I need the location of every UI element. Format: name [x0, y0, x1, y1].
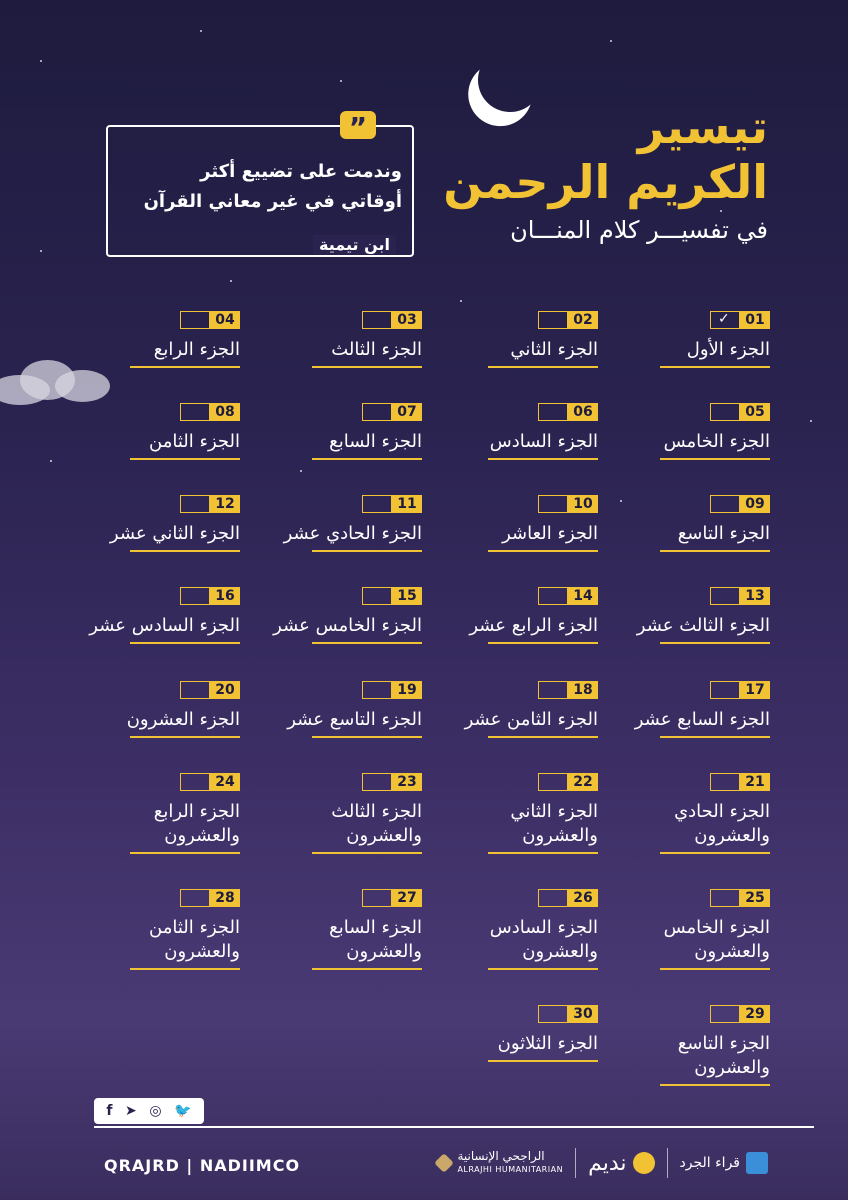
part-badge	[610, 1004, 770, 1024]
part-underline	[660, 458, 770, 460]
part-checkbox[interactable]	[710, 587, 740, 605]
part-checkbox[interactable]	[362, 681, 392, 699]
part-label: الجزء السابع عشر	[634, 709, 770, 730]
part-label: الجزء الخامس والعشرون	[663, 917, 770, 962]
part-badge	[438, 402, 598, 422]
part-item[interactable]	[80, 402, 240, 460]
part-item[interactable]	[262, 680, 422, 738]
part-underline	[660, 550, 770, 552]
part-checkbox[interactable]	[710, 681, 740, 699]
part-number: 25	[740, 889, 770, 907]
part-checkbox[interactable]	[538, 495, 568, 513]
part-label: الجزء الثامن عشر	[464, 709, 598, 730]
part-checkbox[interactable]	[362, 495, 392, 513]
part-underline	[488, 852, 598, 854]
part-underline	[130, 550, 240, 552]
part-item[interactable]	[262, 888, 422, 970]
part-badge	[610, 888, 770, 908]
part-checkbox[interactable]	[180, 587, 210, 605]
part-item[interactable]	[80, 586, 240, 644]
part-number: 23	[392, 773, 422, 791]
part-underline	[488, 458, 598, 460]
part-underline	[660, 968, 770, 970]
logo-separator	[667, 1148, 668, 1178]
part-number: 10	[568, 495, 598, 513]
quote-line2: أوقاتي في غير معاني القرآن	[143, 191, 402, 212]
part-checkbox[interactable]	[362, 889, 392, 907]
part-underline	[130, 642, 240, 644]
part-underline	[130, 968, 240, 970]
quote-mark-icon: ”	[340, 111, 376, 139]
part-number: 06	[568, 403, 598, 421]
rajhi-en: ALRAJHI HUMANITARIAN	[457, 1165, 564, 1174]
part-label: الجزء الثاني	[510, 339, 598, 360]
part-underline	[130, 852, 240, 854]
part-item[interactable]	[80, 494, 240, 552]
part-badge	[610, 680, 770, 700]
logo-separator	[575, 1148, 576, 1178]
part-number: 09	[740, 495, 770, 513]
part-badge	[610, 310, 770, 330]
quote-author: ابن تيمية	[313, 235, 396, 254]
part-item[interactable]	[80, 888, 240, 970]
part-label: الجزء الثامن	[149, 431, 240, 452]
part-item[interactable]	[610, 1004, 770, 1086]
part-item[interactable]	[262, 494, 422, 552]
quote-box	[106, 111, 414, 257]
twitter-icon[interactable]: 🐦	[174, 1103, 192, 1119]
part-checkbox[interactable]	[180, 681, 210, 699]
part-checkbox[interactable]	[362, 773, 392, 791]
part-label: الجزء السادس	[489, 431, 598, 452]
part-number: 22	[568, 773, 598, 791]
part-badge	[438, 1004, 598, 1024]
part-label: الجزء الثلاثون	[497, 1033, 598, 1054]
part-underline	[660, 642, 770, 644]
part-badge	[610, 772, 770, 792]
part-underline	[660, 1084, 770, 1086]
rajhi-ar: الراجحي الإنسانية	[457, 1149, 545, 1163]
part-checkbox[interactable]	[362, 403, 392, 421]
part-item[interactable]	[610, 310, 770, 368]
part-badge	[262, 310, 422, 330]
part-number: 30	[568, 1005, 598, 1023]
quote-text	[112, 157, 402, 217]
part-label: الجزء الرابع والعشرون	[153, 801, 240, 846]
rajhi-mark-icon	[435, 1153, 455, 1173]
part-label: الجزء الحادي عشر	[283, 523, 422, 544]
part-item[interactable]	[262, 772, 422, 854]
part-checkbox[interactable]	[538, 681, 568, 699]
rajhi-text	[457, 1149, 563, 1177]
part-underline	[488, 1060, 598, 1062]
part-badge	[262, 402, 422, 422]
part-item[interactable]	[610, 888, 770, 970]
part-underline	[312, 852, 422, 854]
part-item[interactable]	[438, 402, 598, 460]
part-item[interactable]	[438, 680, 598, 738]
quote-line1: وندمت على تضييع أكثر	[200, 161, 402, 182]
footer-divider	[94, 1126, 814, 1128]
part-label: الجزء الأول	[686, 339, 770, 360]
part-number: 24	[210, 773, 240, 791]
part-badge	[80, 680, 240, 700]
part-checkbox[interactable]	[180, 403, 210, 421]
part-number: 17	[740, 681, 770, 699]
logo-qurra	[680, 1152, 769, 1174]
part-label: الجزء الثاني والعشرون	[510, 801, 598, 846]
part-number: 16	[210, 587, 240, 605]
part-item[interactable]	[438, 310, 598, 368]
part-badge	[262, 494, 422, 514]
part-checkbox[interactable]	[362, 587, 392, 605]
part-underline	[660, 852, 770, 854]
part-label: الجزء السابع والعشرون	[329, 917, 422, 962]
part-badge	[262, 680, 422, 700]
part-label: الجزء الثامن والعشرون	[149, 917, 240, 962]
partner-logos	[437, 1148, 768, 1178]
part-badge	[262, 888, 422, 908]
part-underline	[312, 458, 422, 460]
part-item[interactable]	[438, 586, 598, 644]
part-item[interactable]	[438, 494, 598, 552]
part-item[interactable]	[438, 772, 598, 854]
part-label: الجزء الثالث عشر	[636, 615, 770, 636]
part-number: 02	[568, 311, 598, 329]
part-checkbox[interactable]	[710, 1005, 740, 1023]
social-handles: QRAJRD | NADIIMCO	[104, 1156, 301, 1175]
part-label: الجزء الثالث والعشرون	[331, 801, 422, 846]
part-checkbox[interactable]	[362, 311, 392, 329]
part-underline	[130, 458, 240, 460]
part-number: 20	[210, 681, 240, 699]
part-item[interactable]	[610, 586, 770, 644]
part-item[interactable]	[438, 1004, 598, 1062]
part-label: الجزء العشرون	[126, 709, 240, 730]
part-badge	[438, 680, 598, 700]
title-block	[443, 100, 768, 244]
part-label: الجزء الخامس عشر	[273, 615, 422, 636]
title-line1: تيسير	[637, 100, 768, 154]
part-number: 15	[392, 587, 422, 605]
part-underline	[130, 736, 240, 738]
part-item[interactable]	[80, 680, 240, 738]
part-badge	[80, 310, 240, 330]
part-checkbox[interactable]	[710, 773, 740, 791]
logo-nadeem-text: نديم	[588, 1150, 627, 1176]
part-number: 28	[210, 889, 240, 907]
part-label: الجزء التاسع	[677, 523, 770, 544]
part-checkbox[interactable]	[538, 1005, 568, 1023]
part-label: الجزء الرابع	[153, 339, 240, 360]
part-number: 11	[392, 495, 422, 513]
nadeem-mark-icon	[633, 1152, 655, 1174]
facebook-icon[interactable]: f	[106, 1103, 113, 1119]
part-badge	[438, 586, 598, 606]
part-label: الجزء الثاني عشر	[109, 523, 240, 544]
part-checkbox[interactable]	[710, 311, 740, 329]
part-number: 05	[740, 403, 770, 421]
part-badge	[610, 586, 770, 606]
part-badge	[80, 888, 240, 908]
part-checkbox[interactable]	[180, 495, 210, 513]
part-checkbox[interactable]	[538, 311, 568, 329]
part-badge	[610, 402, 770, 422]
part-number: 27	[392, 889, 422, 907]
part-underline	[488, 736, 598, 738]
part-item[interactable]	[610, 494, 770, 552]
part-underline	[488, 968, 598, 970]
part-underline	[312, 736, 422, 738]
part-checkbox[interactable]	[538, 889, 568, 907]
subtitle: في تفسيـــر كلام المنـــان	[510, 216, 768, 244]
part-checkbox[interactable]	[180, 889, 210, 907]
part-badge	[438, 310, 598, 330]
part-underline	[130, 366, 240, 368]
part-number: 29	[740, 1005, 770, 1023]
title-line2: الكريم الرحمن	[443, 155, 768, 209]
telegram-icon[interactable]: ➤	[125, 1103, 137, 1119]
part-item[interactable]	[610, 772, 770, 854]
part-item[interactable]	[262, 402, 422, 460]
part-badge	[438, 772, 598, 792]
part-badge	[80, 402, 240, 422]
logo-rajhi	[437, 1149, 563, 1177]
part-badge	[80, 586, 240, 606]
part-number: 01	[740, 311, 770, 329]
part-underline	[312, 366, 422, 368]
logo-nadeem	[588, 1151, 654, 1176]
part-badge	[438, 494, 598, 514]
part-number: 08	[210, 403, 240, 421]
part-number: 18	[568, 681, 598, 699]
part-item[interactable]	[262, 310, 422, 368]
part-number: 12	[210, 495, 240, 513]
part-badge	[262, 586, 422, 606]
part-number: 19	[392, 681, 422, 699]
part-underline	[488, 366, 598, 368]
part-number: 07	[392, 403, 422, 421]
part-checkbox[interactable]	[180, 311, 210, 329]
part-checkbox[interactable]	[538, 587, 568, 605]
part-label: الجزء الرابع عشر	[469, 615, 598, 636]
part-item[interactable]	[610, 402, 770, 460]
part-number: 13	[740, 587, 770, 605]
part-underline	[660, 366, 770, 368]
footer	[0, 1098, 848, 1200]
part-label: الجزء التاسع والعشرون	[677, 1033, 770, 1078]
part-label: الجزء السابع	[329, 431, 422, 452]
part-item[interactable]	[80, 772, 240, 854]
part-label: الجزء التاسع عشر	[287, 709, 422, 730]
part-badge	[80, 772, 240, 792]
part-label: الجزء العاشر	[502, 523, 598, 544]
part-badge	[80, 494, 240, 514]
checkmark-icon: ✓	[718, 311, 730, 327]
part-label: الجزء الخامس	[663, 431, 770, 452]
part-badge	[262, 772, 422, 792]
part-checkbox[interactable]	[710, 495, 740, 513]
part-number: 21	[740, 773, 770, 791]
part-label: الجزء الحادي والعشرون	[674, 801, 770, 846]
part-badge	[438, 888, 598, 908]
part-underline	[488, 642, 598, 644]
instagram-icon[interactable]: ◎	[149, 1103, 162, 1119]
part-checkbox[interactable]	[180, 773, 210, 791]
part-label: الجزء السادس عشر	[89, 615, 240, 636]
part-underline	[312, 550, 422, 552]
part-item[interactable]	[80, 310, 240, 368]
part-item[interactable]	[438, 888, 598, 970]
part-underline	[660, 736, 770, 738]
logo-qurra-text: قراء الجرد	[679, 1155, 740, 1171]
part-checkbox[interactable]	[710, 889, 740, 907]
part-checkbox[interactable]	[710, 403, 740, 421]
part-label: الجزء الثالث	[331, 339, 422, 360]
part-number: 04	[210, 311, 240, 329]
part-checkbox[interactable]	[538, 403, 568, 421]
social-icons-bar	[94, 1098, 204, 1124]
part-item[interactable]	[262, 586, 422, 644]
part-item[interactable]	[610, 680, 770, 738]
part-number: 14	[568, 587, 598, 605]
book-icon	[746, 1152, 768, 1174]
part-label: الجزء السادس والعشرون	[489, 917, 598, 962]
part-number: 26	[568, 889, 598, 907]
part-underline	[312, 968, 422, 970]
part-badge	[610, 494, 770, 514]
part-checkbox[interactable]	[538, 773, 568, 791]
part-underline	[488, 550, 598, 552]
part-underline	[312, 642, 422, 644]
part-number: 03	[392, 311, 422, 329]
